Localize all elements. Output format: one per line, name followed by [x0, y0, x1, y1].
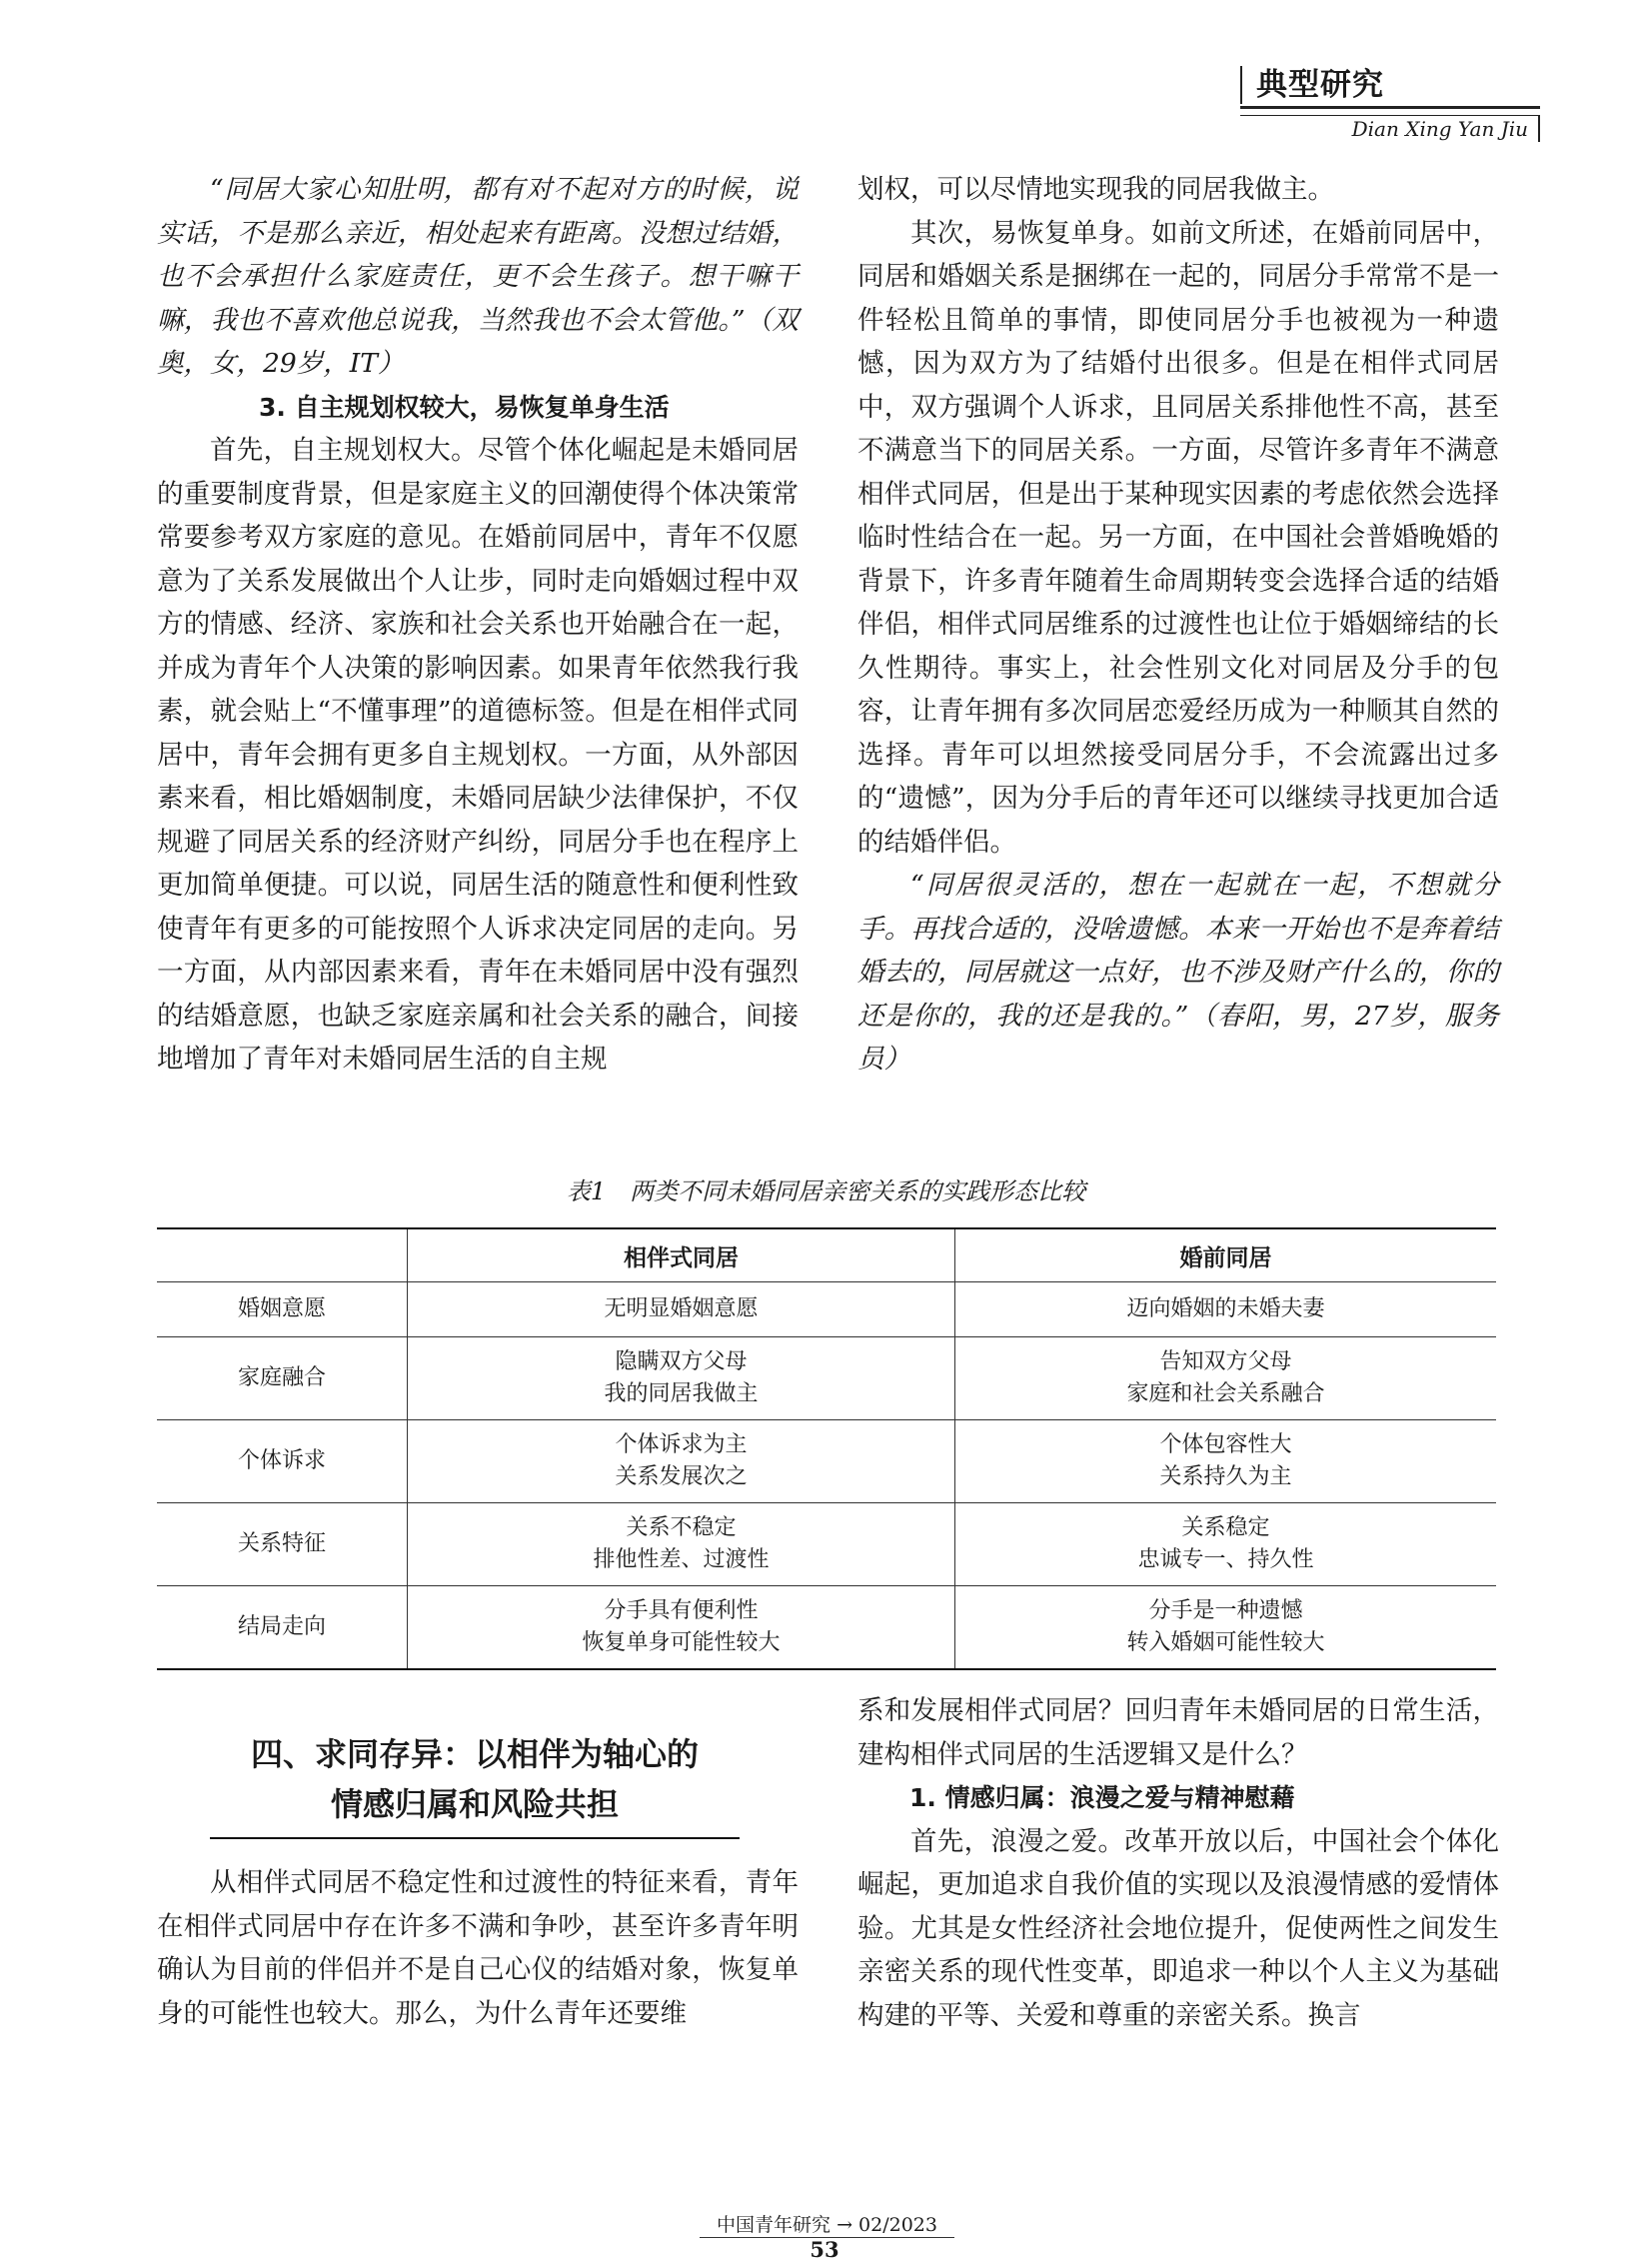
running-header: [1240, 66, 1540, 142]
table-cell: 关系稳定 忠诚专一、持久性: [955, 1503, 1497, 1586]
header-subtitle: Dian Xing Yan Jiu: [1240, 116, 1540, 142]
row-label: 结局走向: [157, 1586, 408, 1670]
table-row: [157, 1282, 1496, 1337]
paragraph-continued: 划权，可以尽情地实现我的同居我做主。: [857, 174, 1334, 205]
header-rule: [1240, 106, 1540, 116]
table-header-row: [157, 1228, 1496, 1282]
right-column: [857, 168, 1499, 1082]
table-caption: 表1 两类不同未婚同居亲密关系的实践形态比较: [566, 1177, 1086, 1205]
left-column: [157, 168, 799, 1082]
section-title: 四、求同存异：以相伴为轴心的 情感归属和风险共担: [210, 1729, 740, 1839]
table-row: [157, 1586, 1496, 1670]
table-cell: 分手是一种遗憾 转入婚姻可能性较大: [955, 1586, 1497, 1670]
table-row: [157, 1337, 1496, 1420]
table-cell: 告知双方父母 家庭和社会关系融合: [955, 1337, 1497, 1420]
table-cell: 个体包容性大 关系持久为主: [955, 1420, 1497, 1503]
table-header-cell: 相伴式同居: [408, 1228, 955, 1282]
table-cell: 个体诉求为主 关系发展次之: [408, 1420, 955, 1503]
row-label: 个体诉求: [157, 1420, 408, 1503]
paragraph: 首先，浪漫之爱。改革开放以后，中国社会个体化崛起，更加追求自我价值的实现以及浪漫情感的爱情体验。尤其是女性经济社会地位提升，促使两性之间发生亲密关系的现代性变革，即追求一种以个人主义为基础构建的平等、关爱和尊重的亲密关系。换言: [857, 1825, 1499, 2031]
header-title: 典型研究: [1240, 66, 1540, 104]
table-header-cell: 婚前同居: [955, 1228, 1497, 1282]
subheading: 1. 情感归属：浪漫之爱与精神慰藉: [909, 1783, 1295, 1812]
paragraph: 其次，易恢复单身。如前文所述，在婚前同居中，同居和婚姻关系是捆绑在一起的，同居分手常常不是一件轻松且简单的事情，即使同居分手也被视为一种遗憾，因为双方为了结婚付出很多。但是在相伴式同居中，双方强调个人诉求，且同居关系排他性不高，甚至不满意当下的同居关系。一方面，尽管许多青年不满意相伴式同居，但是出于某种现实因素的考虑依然会选择临时性结合在一起。另一方面，在中国社会普婚晚婚的背景下，许多青年随着生命周期转变会选择合适的结婚伴侣，相伴式同居维系的过渡性也让位于婚姻缔结的长久性期待。事实上，社会性别文化对同居及分手的包容，让青年拥有多次同居恋爱经历成为一种顺其自然的选择。青年可以坦然接受同居分手，不会流露出过多的“遗憾”，因为分手后的青年还可以继续寻找更加合适的结婚伴侣。: [857, 217, 1499, 858]
paragraph: 首先，自主规划权大。尽管个体化崛起是未婚同居的重要制度背景，但是家庭主义的回潮使得个体决策常常要参考双方家庭的意见。在婚前同居中，青年不仅愿意为了关系发展做出个人让步，同时走向婚姻过程中双方的情感、经济、家族和社会关系也开始融合在一起，并成为青年个人决策的影响因素。如果青年依然我行我素，就会贴上“不懂事理”的道德标签。但是在相伴式同居中，青年会拥有更多自主规划权。一方面，从外部因素来看，相比婚姻制度，未婚同居缺少法律保护，不仅规避了同居关系的经济财产纠纷，同居分手也在程序上更加简单便捷。可以说，同居生活的随意性和便利性致使青年有更多的可能按照个人诉求决定同居的走向。另一方面，从内部因素来看，青年在未婚同居中没有强烈的结婚意愿，也缺乏家庭亲属和社会关系的融合，间接地增加了青年对未婚同居生活的自主规: [157, 435, 799, 1075]
paragraph: 从相伴式同居不稳定性和过渡性的特征来看，青年在相伴式同居中存在许多不满和争吵，甚至许多青年明确认为目前的伴侣并不是自己心仪的结婚对象，恢复单身的可能性也较大。那么，为什么青年还要维: [157, 1867, 799, 2029]
comparison-table: [157, 1227, 1496, 1670]
table-header-cell: [157, 1228, 408, 1282]
table-cell: 分手具有便利性 恢复单身可能性较大: [408, 1586, 955, 1670]
row-label: 关系特征: [157, 1503, 408, 1586]
lower-right-column: [857, 1689, 1499, 2037]
table-row: [157, 1503, 1496, 1586]
subheading: 3. 自主规划权较大，易恢复单身生活: [259, 392, 670, 422]
paragraph-continued: 系和发展相伴式同居？回归青年未婚同居的日常生活，建构相伴式同居的生活逻辑又是什么？: [857, 1695, 1499, 1770]
table-cell: 关系不稳定 排他性差、过渡性: [408, 1503, 955, 1586]
row-label: 婚姻意愿: [157, 1282, 408, 1337]
table-cell: 迈向婚姻的未婚夫妻: [955, 1282, 1497, 1337]
lower-left-column: [157, 1861, 799, 2035]
journal-footer: 中国青年研究 → 02/2023: [700, 2213, 954, 2238]
table-row: [157, 1420, 1496, 1503]
interview-quote: “同居很灵活的，想在一起就在一起，不想就分手。再找合适的，没啥遗憾。本来一开始也不是奔着结婚去的，同居就这一点好，也不涉及财产什么的，你的还是你的，我的还是我的。”（春阳，男，27岁，服务员）: [857, 870, 1499, 1075]
row-label: 家庭融合: [157, 1337, 408, 1420]
table-cell: 隐瞒双方父母 我的同居我做主: [408, 1337, 955, 1420]
table-cell: 无明显婚姻意愿: [408, 1282, 955, 1337]
interview-quote: “同居大家心知肚明，都有对不起对方的时候，说实话，不是那么亲近，相处起来有距离。没想过结婚，也不会承担什么家庭责任，更不会生孩子。想干嘛干嘛，我也不喜欢他总说我，当然我也不会太管他。”（双奥，女，29岁，IT）: [157, 174, 799, 379]
page-number: 53: [810, 2237, 839, 2262]
